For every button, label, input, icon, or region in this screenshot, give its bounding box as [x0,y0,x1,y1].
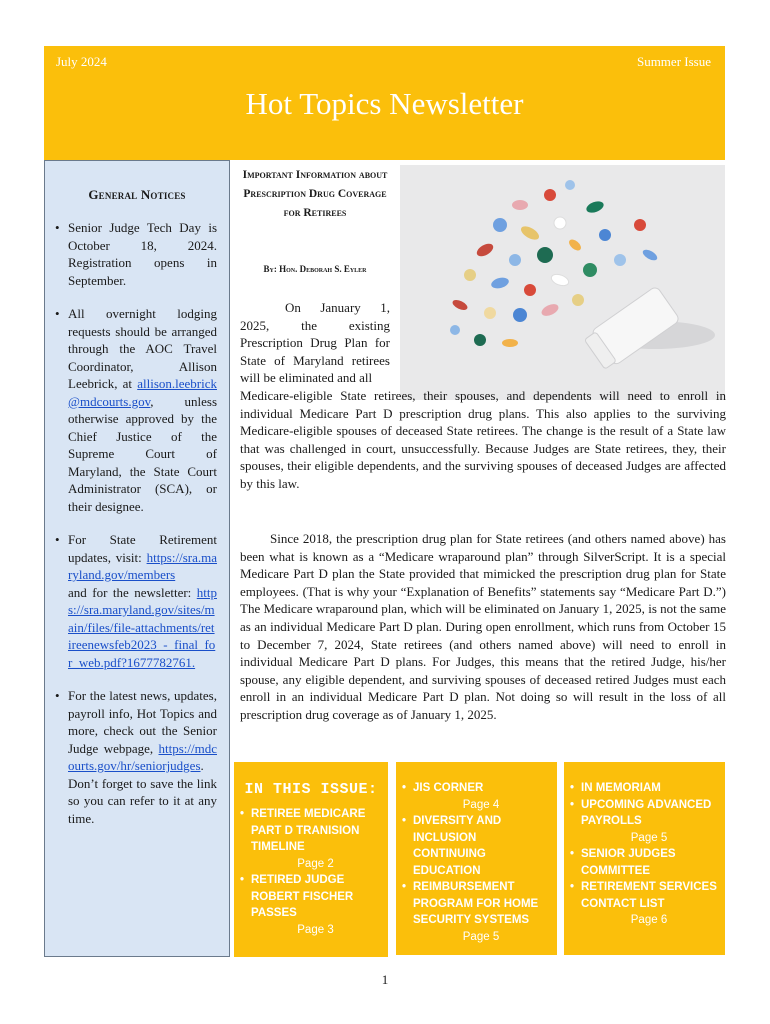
toc-item[interactable]: • REIMBURSEMENT PROGRAM FOR HOME SECURITY SYSTEMS Page 5 [402,879,549,945]
newsletter-banner [44,46,725,160]
in-this-issue-box-2 [396,762,557,955]
in-this-issue-list-2 [396,780,557,945]
notice-tech-day: • Senior Judge Tech Day is October 18, 2024. Registration opens in September. [55,219,217,289]
sra-members-link[interactable]: https://sra.maryland.gov/members [68,549,217,582]
article-headline: Important Information about Prescription Drug Coverage for Retirees [242,169,388,219]
senior-judges-webpage-link[interactable]: https://mdcourts.gov/hr/seniorjudges [68,740,217,773]
in-this-issue-box-3 [564,762,725,955]
general-notices-heading: General Notices [88,187,186,202]
issue-date: July 2024 [56,54,107,69]
toc-item[interactable]: • IN MEMORIAM [570,780,717,797]
toc-item[interactable]: • DIVERSITY AND INCLUSION CONTINUING EDUCATION [402,813,549,879]
page-number: 1 [381,972,389,987]
in-this-issue-heading: IN THIS ISSUE: [244,781,378,798]
sra-newsletter-link[interactable]: https://sra.maryland.gov/sites/main/files/file-attachments/retireenewsfeb2023_-_final_for_web.pdf?1677782761. [68,584,217,670]
in-this-issue-box-1 [234,762,388,957]
in-this-issue-list-3 [564,780,725,929]
notice-senior-judge-webpage: • For the latest news, updates, payroll info, Hot Topics and more, check out the Senior Judge webpage, https://mdcourts.gov/hr/seniorjudges. Don’t forget to save the link so you can refer to it at any time. [55,687,217,827]
notices-list [55,219,217,843]
article-paragraph-2: Since 2018, the prescription drug plan for State retirees (and others named above) has been what is known as a “Medicare wraparound plan” through SilverScript. It is a special Medicare Part D plan the State provided that mimicked the prescription drug plan for State employees. (That is why your “Explanation of Benefits” statements say “Medicare Part D.”) The Medicare wraparound plan, which will be eliminated on January 1, 2025, is not the same as an individual Medicare Part D plan. During open enrollment, which runs from October 15 to December 7, 2024, State retirees (and others named above) will need to enroll in individual Medicare Part D plans. For Judges, this means that the retired Judge, his/her spouse, any eligible dependent, and surviving spouses of deceased retired Judges must each enroll in an individual Medicare Part D plan. Not doing so will result in the loss of all prescription drug coverage as of January 1, 2025. [240,531,726,722]
article-paragraph-1-body: Medicare-eligible State retirees, their spouses, and dependents will need to enroll in individual Medicare Part D prescription drug plans. This also applies to the surviving Medicare-eligible spouses of deceased State retirees. The change is the result of a State law that was challenged in court, unsuccessfully. Because Judges are State retirees, they, their spouses, their eligible dependents, and the surviving spouses of deceased Judges are affected by this law. [240,387,726,491]
notice-lodging: • All overnight lodging requests should be arranged through the AOC Travel Coordinator, Allison Leebrick, at allison.leebrick@mdcourts.gov, unless otherwise approved by the Chief Justice of the Supreme Court of Maryland, the State Court Administrator (SCA), or their designee. [55,305,217,515]
toc-item[interactable]: • JIS CORNER Page 4 [402,780,549,813]
toc-item[interactable]: • RETIREMENT SERVICES CONTACT LIST Page 6 [570,879,717,929]
notice-state-retirement: • For State Retirement updates, visit: https://sra.maryland.gov/members and for the newsletter: https://sra.maryland.gov/sites/main/files/file-attachments/retireenewsfeb2023_-_final_for_web.pdf?1677782761. [55,531,217,671]
toc-item[interactable]: • SENIOR JUDGES COMMITTEE [570,846,717,879]
toc-item[interactable]: • UPCOMING ADVANCED PAYROLLS Page 5 [570,797,717,847]
general-notices-sidebar [44,160,230,957]
article-byline: By: Hon. Deborah S. Eyler [263,264,367,274]
toc-item[interactable]: • RETIREE MEDICARE PART D TRANISION TIMELINE Page 2 [240,806,380,872]
issue-season: Summer Issue [636,54,711,69]
travel-coordinator-email-link[interactable]: allison.leebrick@mdcourts.gov [68,376,217,409]
in-this-issue-list-1 [234,806,388,938]
article-paragraph-1-intro: On January 1, 2025, the existing Prescription Drug Plan for State of Maryland retirees will be eliminated and all [240,300,390,386]
newsletter-title: Hot Topics Newsletter [245,86,524,121]
article-paragraph-1 [240,299,726,493]
toc-item[interactable]: • RETIRED JUDGE ROBERT FISCHER PASSES Page 3 [240,872,380,938]
